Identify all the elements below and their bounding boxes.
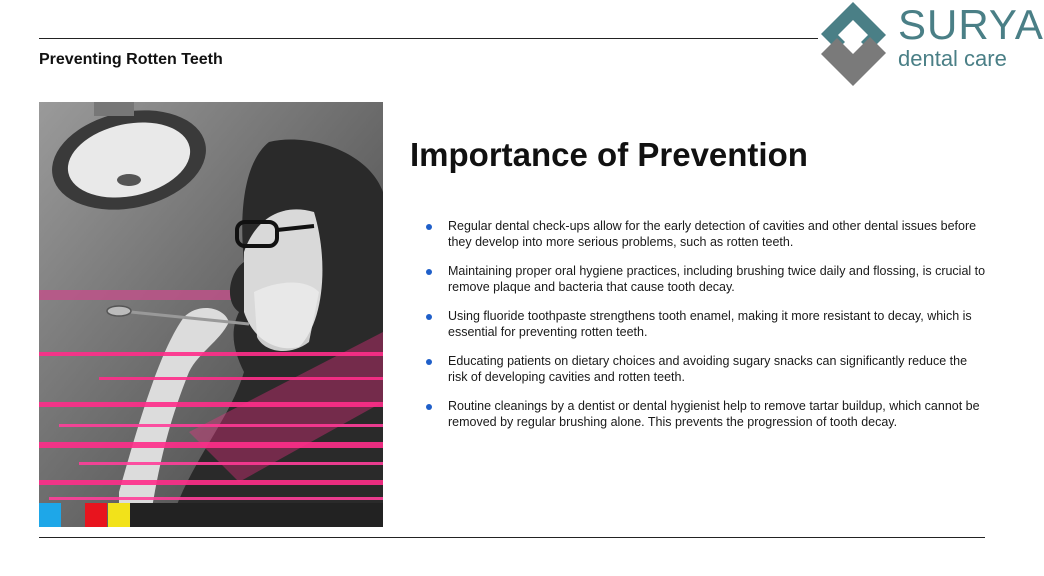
bullet-text: Maintaining proper oral hygiene practices, including brushing twice daily and flossing, is crucial to remove plaque and bacteria that cause tooth decay. <box>448 264 986 294</box>
bullet-dot-icon <box>426 404 432 410</box>
logo-brand: SURYA <box>898 1 1044 48</box>
bullet-dot-icon <box>426 269 432 275</box>
bullet-dot-icon <box>426 314 432 320</box>
list-item <box>424 309 989 340</box>
deck-title: Preventing Rotten Teeth <box>39 51 223 68</box>
list-item <box>424 219 989 250</box>
list-item <box>424 264 989 295</box>
dentist-photo <box>39 102 383 527</box>
logo-tagline: dental care <box>898 46 1007 71</box>
bullet-text: Regular dental check-ups allow for the early detection of cavities and other dental issues before they develop into more serious problems, such as rotten teeth. <box>448 219 977 249</box>
logo-mark-icon <box>818 0 898 90</box>
bottom-divider <box>39 537 985 538</box>
bullet-dot-icon <box>426 359 432 365</box>
bullet-text: Routine cleanings by a dentist or dental hygienist help to remove tartar buildup, which cannot be removed by regular brushing alone. This prevents the progression of tooth decay. <box>448 399 980 429</box>
bullet-text: Using fluoride toothpaste strengthens tooth enamel, making it more resistant to decay, which is essential for preventing rotten teeth. <box>448 309 972 339</box>
surya-logo <box>818 0 1044 90</box>
bullet-text: Educating patients on dietary choices and avoiding sugary snacks can significantly reduce the risk of developing cavities and rotten teeth. <box>448 354 968 384</box>
list-item <box>424 399 989 430</box>
bullet-list <box>424 219 989 444</box>
slide-heading: Importance of Prevention <box>410 136 808 173</box>
list-item <box>424 354 989 385</box>
bullet-dot-icon <box>426 224 432 230</box>
